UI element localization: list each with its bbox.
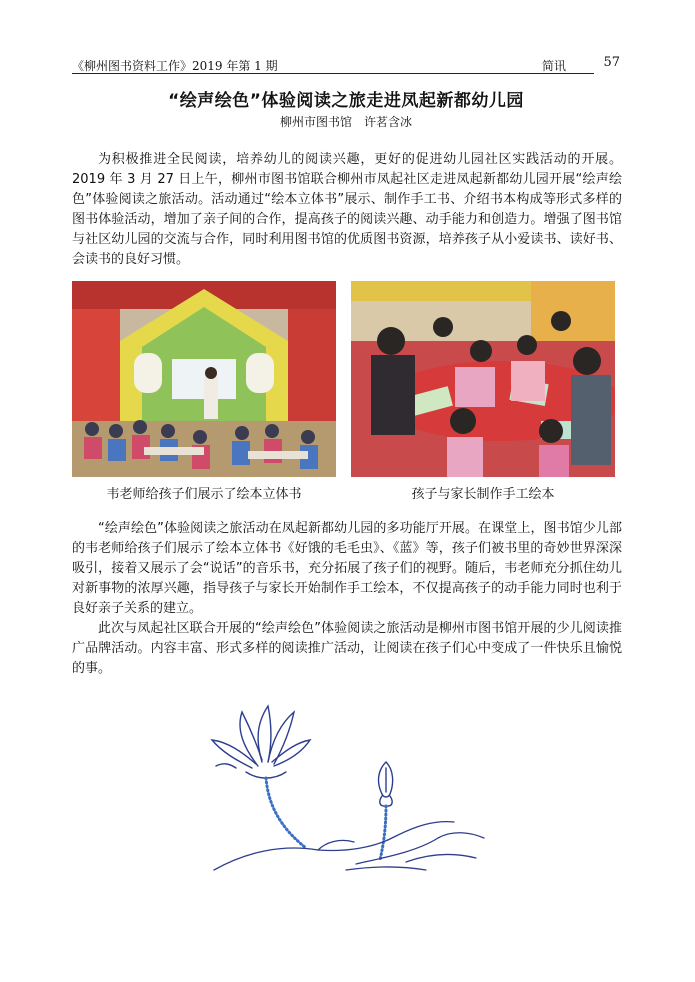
journal-name: 《柳州图书资料工作》2019 年第 1 期 xyxy=(72,59,278,73)
paragraph-1: 为积极推进全民阅读，培养幼儿的阅读兴趣，更好的促进幼儿园社区实践活动的开展。2019 年 3 月 27 日上午，柳州市图书馆联合柳州市凤起社区走进凤起新都幼儿园开展“绘声绘色”体验阅读之旅活动。活动通过“绘本立体书”展示、制作手工书、介绍书本构成等形式多样的图书体验活动，增加了亲子间的合作，提高孩子的阅读兴趣、动手能力和创造力。增强了图书馆与社区幼儿园的交流与合作，同时利用图书馆的优质图书资源，培养孩子从小爱读书、读好书、会读书的良好习惯。 xyxy=(72,152,622,267)
page-number: 57 xyxy=(603,55,620,70)
running-header xyxy=(72,54,620,74)
lotus-illustration xyxy=(206,702,490,874)
photo-caption-1: 韦老师给孩子们展示了绘本立体书 xyxy=(106,487,302,502)
photo-parents-children-crafting xyxy=(351,281,615,477)
paragraph-2: “绘声绘色”体验阅读之旅活动在凤起新都幼儿园的多功能厅开展。在课堂上，图书馆少儿部的韦老师给孩子们展示了绘本立体书《好饿的毛毛虫》、《蓝》等，孩子们被书里的奇妙世界深深吸引，接着又展示了会“说话”的音乐书，充分拓展了孩子们的视野。随后，韦老师充分抓住幼儿对新事物的浓厚兴趣，指导孩子与家长开始制作手工绘本，不仅提高孩子的动手能力同时也利于良好亲子关系的建立。 xyxy=(72,521,622,616)
photo-teacher-showing-book xyxy=(72,281,336,477)
article-byline: 柳州市图书馆 许茗含冰 xyxy=(279,115,412,129)
photo-caption-2: 孩子与家长制作手工绘本 xyxy=(411,487,555,502)
header-rule xyxy=(72,73,594,74)
article-title: “绘声绘色”体验阅读之旅走进凤起新都幼儿园 xyxy=(168,91,524,111)
section-label: 简讯 xyxy=(542,59,567,73)
paragraph-3: 此次与凤起社区联合开展的“绘声绘色”体验阅读之旅活动是柳州市图书馆开展的少儿阅读推广品牌活动。内容丰富、形式多样的阅读推广活动，让阅读在孩子们心中变成了一件快乐且愉悦的事。 xyxy=(72,621,622,676)
